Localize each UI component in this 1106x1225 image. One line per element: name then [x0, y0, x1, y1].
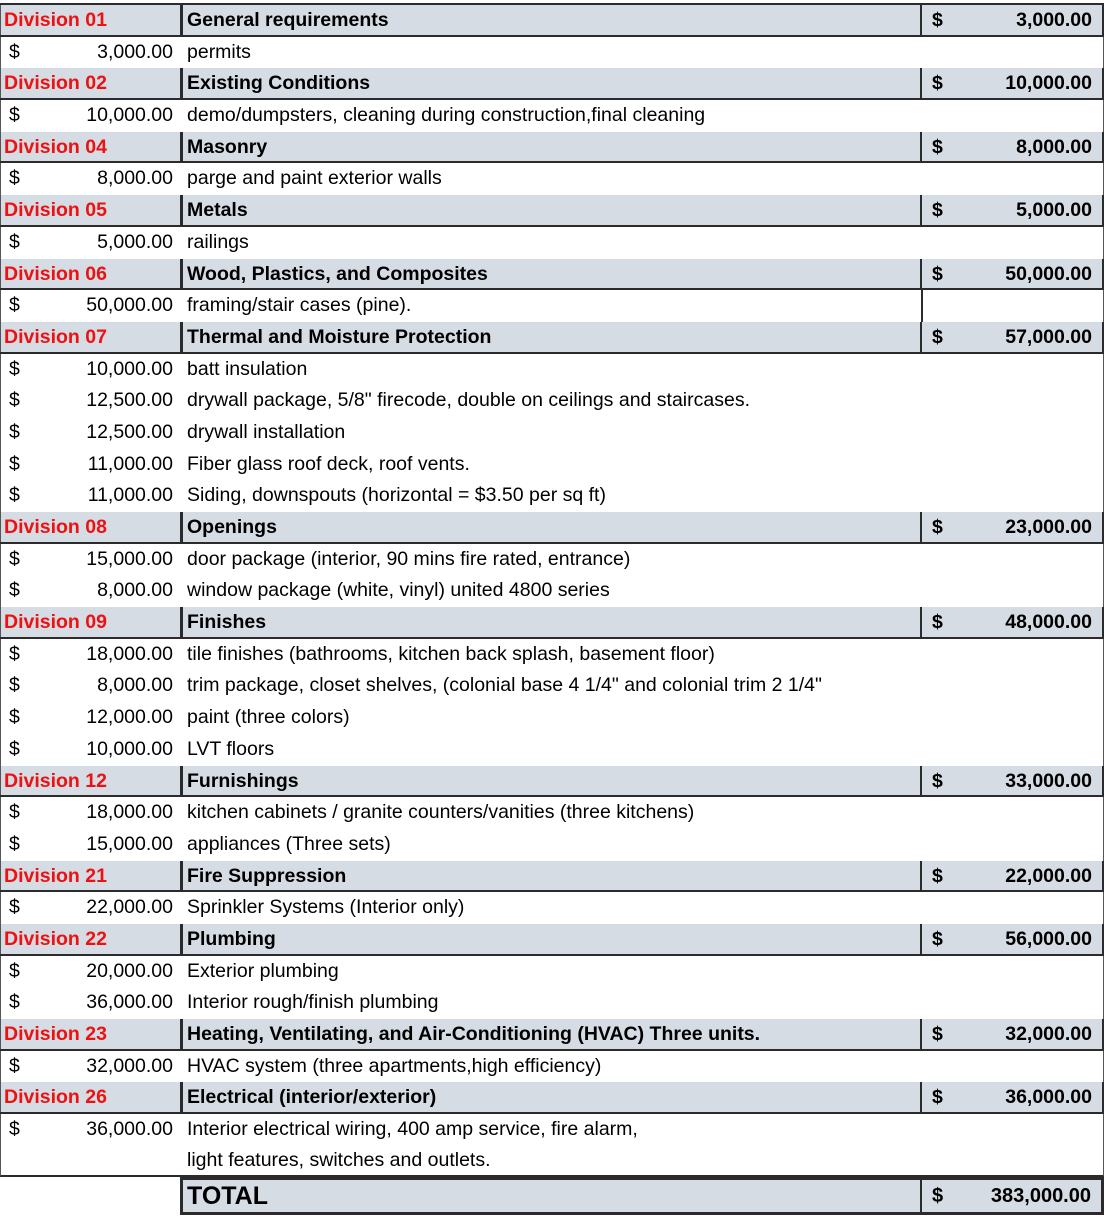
currency-symbol: $: [9, 642, 20, 665]
division-subtotal: 22,000.00: [1005, 864, 1092, 887]
currency-symbol: $: [9, 547, 20, 570]
line-item-description[interactable]: railings: [187, 230, 249, 253]
line-item-amount-cell[interactable]: [1, 290, 181, 322]
division-header-row[interactable]: [0, 1019, 1104, 1051]
division-title[interactable]: Openings: [180, 512, 920, 542]
line-item-amount: 18,000.00: [86, 801, 173, 824]
currency-symbol: $: [932, 199, 943, 222]
line-item-amount: 22,000.00: [86, 896, 173, 919]
division-header-row[interactable]: [0, 1082, 1104, 1114]
currency-symbol: $: [9, 579, 20, 602]
empty-cell[interactable]: [921, 1051, 1105, 1083]
line-item-description[interactable]: LVT floors: [187, 737, 275, 760]
line-item-description[interactable]: kitchen cabinets / granite counters/vanities (three kitchens): [187, 801, 695, 824]
division-code[interactable]: Division 05: [0, 195, 180, 225]
line-item-description[interactable]: framing/stair cases (pine).: [187, 294, 412, 317]
line-item-description[interactable]: demo/dumpsters, cleaning during construction,final cleaning: [187, 104, 706, 127]
line-item-amount: 15,000.00: [86, 832, 173, 855]
division-code[interactable]: Division 04: [0, 132, 180, 162]
division-subtotal: 33,000.00: [1005, 769, 1092, 792]
currency-symbol: $: [9, 991, 20, 1014]
empty-cell[interactable]: [921, 227, 1105, 259]
empty-cell[interactable]: [921, 956, 1105, 988]
line-item-amount-cell[interactable]: [1, 987, 181, 1019]
currency-symbol: $: [9, 832, 20, 855]
line-item-amount-cell[interactable]: [1, 702, 181, 734]
empty-cell[interactable]: [921, 1114, 1105, 1175]
division-subtotal: 8,000.00: [1016, 135, 1092, 158]
currency-symbol: $: [932, 135, 943, 158]
division-code[interactable]: Division 26: [0, 1082, 180, 1112]
line-item-description[interactable]: door package (interior, 90 mins fire rated, entrance): [187, 547, 631, 570]
division-header-row[interactable]: [0, 132, 1104, 164]
line-item-description[interactable]: Interior rough/finish plumbing: [187, 991, 439, 1014]
line-item-description[interactable]: Exterior plumbing: [187, 959, 339, 982]
line-item-amount-cell[interactable]: [1, 37, 181, 69]
line-item-amount: 5,000.00: [97, 230, 173, 253]
currency-symbol: $: [9, 674, 20, 697]
total-label[interactable]: TOTAL: [180, 1177, 920, 1215]
division-subtotal-cell[interactable]: [920, 766, 1104, 796]
empty-cell[interactable]: [921, 670, 1105, 702]
division-title[interactable]: Wood, Plastics, and Composites: [180, 259, 920, 289]
budget-spreadsheet: [0, 3, 1104, 1215]
division-code[interactable]: Division 02: [0, 68, 180, 98]
currency-symbol: $: [932, 9, 943, 31]
division-subtotal: 10,000.00: [1005, 72, 1092, 95]
empty-cell[interactable]: [921, 417, 1105, 449]
line-item-row[interactable]: [0, 480, 1104, 512]
line-item-amount: 8,000.00: [97, 579, 173, 602]
division-header-row[interactable]: [0, 259, 1104, 291]
division-subtotal: 3,000.00: [1016, 9, 1092, 31]
line-item-description[interactable]: window package (white, vinyl) united 4800 series: [187, 579, 610, 602]
division-subtotal-cell[interactable]: [920, 607, 1104, 637]
division-code[interactable]: Division 12: [0, 766, 180, 796]
line-item-row[interactable]: [0, 100, 1104, 132]
empty-cell[interactable]: [921, 385, 1105, 417]
division-subtotal-cell[interactable]: [920, 322, 1104, 352]
line-item-amount: 10,000.00: [86, 737, 173, 760]
line-item-amount: 8,000.00: [97, 674, 173, 697]
currency-symbol: $: [932, 611, 943, 634]
currency-symbol: $: [9, 896, 20, 919]
division-code[interactable]: Division 09: [0, 607, 180, 637]
empty-cell[interactable]: [921, 354, 1105, 386]
division-subtotal: 23,000.00: [1005, 516, 1092, 538]
currency-symbol: $: [932, 1185, 944, 1208]
division-title[interactable]: Heating, Ventilating, and Air-Conditioning (HVAC) Three units.: [180, 1019, 920, 1049]
line-item-row[interactable]: [0, 227, 1104, 259]
currency-symbol: $: [9, 801, 20, 824]
empty-cell[interactable]: [921, 987, 1105, 1019]
total-amount: 383,000.00: [990, 1185, 1091, 1208]
division-header-row[interactable]: [0, 195, 1104, 227]
line-item-amount: 12,500.00: [86, 389, 173, 412]
currency-symbol: $: [9, 1054, 20, 1077]
division-subtotal-cell[interactable]: [920, 259, 1104, 289]
currency-symbol: $: [9, 959, 20, 982]
currency-symbol: $: [9, 104, 20, 127]
line-item-row[interactable]: [0, 290, 1104, 322]
line-item-description-line: Interior electrical wiring, 400 amp service, fire alarm,: [187, 1118, 638, 1141]
line-item-amount-cell[interactable]: [1, 670, 181, 702]
division-title[interactable]: Metals: [180, 195, 920, 225]
line-item-amount: 12,000.00: [86, 706, 173, 729]
currency-symbol: $: [9, 1118, 20, 1141]
line-item-amount-cell[interactable]: [1, 892, 181, 924]
line-item-description-line: light features, switches and outlets.: [187, 1149, 491, 1172]
line-item-amount: 20,000.00: [86, 959, 173, 982]
line-item-description[interactable]: parge and paint exterior walls: [187, 167, 442, 190]
empty-cell[interactable]: [921, 449, 1105, 481]
total-amount-cell[interactable]: [920, 1177, 1104, 1215]
line-item-row[interactable]: [0, 797, 1104, 829]
division-header-row[interactable]: [0, 924, 1104, 956]
line-item-row[interactable]: [0, 354, 1104, 386]
division-title[interactable]: Fire Suppression: [180, 861, 920, 891]
empty-cell[interactable]: [921, 829, 1105, 861]
line-item-description[interactable]: appliances (Three sets): [187, 832, 391, 855]
line-item-amount-cell[interactable]: [1, 163, 181, 195]
empty-cell[interactable]: [921, 702, 1105, 734]
line-item-amount: 36,000.00: [86, 1118, 173, 1141]
currency-symbol: $: [9, 420, 20, 443]
division-code[interactable]: Division 23: [0, 1019, 180, 1049]
line-item-description[interactable]: [181, 1114, 921, 1175]
division-title[interactable]: Thermal and Moisture Protection: [180, 322, 920, 352]
line-item-description[interactable]: Siding, downspouts (horizontal = $3.50 per sq ft): [187, 484, 606, 507]
division-subtotal: 32,000.00: [1005, 1023, 1092, 1045]
division-subtotal: 57,000.00: [1005, 325, 1092, 348]
currency-symbol: $: [9, 737, 20, 760]
line-item-description[interactable]: Fiber glass roof deck, roof vents.: [187, 452, 470, 475]
currency-symbol: $: [9, 452, 20, 475]
line-item-amount: 36,000.00: [86, 991, 173, 1014]
line-item-amount: 3,000.00: [97, 40, 173, 63]
currency-symbol: $: [9, 484, 20, 507]
line-item-amount: 11,000.00: [87, 484, 173, 507]
line-item-amount: 15,000.00: [86, 547, 173, 570]
currency-symbol: $: [9, 706, 20, 729]
line-item-description[interactable]: batt insulation: [187, 357, 308, 380]
line-item-row[interactable]: [0, 575, 1104, 607]
division-header-row[interactable]: [0, 861, 1104, 893]
line-item-description[interactable]: drywall installation: [187, 420, 346, 443]
division-code[interactable]: Division 22: [0, 924, 180, 954]
line-item-description[interactable]: permits: [187, 40, 251, 63]
line-item-description[interactable]: paint (three colors): [187, 706, 350, 729]
line-item-amount: 50,000.00: [86, 294, 173, 317]
line-item-row[interactable]: [0, 670, 1104, 702]
division-header-row[interactable]: [0, 512, 1104, 544]
currency-symbol: $: [932, 516, 943, 538]
division-subtotal: 36,000.00: [1005, 1086, 1092, 1109]
line-item-amount-cell[interactable]: [1, 797, 181, 829]
division-header-row[interactable]: [0, 766, 1104, 798]
division-title[interactable]: Masonry: [180, 132, 920, 162]
currency-symbol: $: [932, 72, 943, 95]
line-item-amount-cell[interactable]: [1, 385, 181, 417]
line-item-amount-cell[interactable]: [1, 227, 181, 259]
line-item-amount-cell[interactable]: [1, 100, 181, 132]
division-header-row[interactable]: [0, 68, 1104, 100]
line-item-row[interactable]: [0, 702, 1104, 734]
division-title[interactable]: Electrical (interior/exterior): [180, 1082, 920, 1112]
division-title[interactable]: Existing Conditions: [180, 68, 920, 98]
line-item-amount-cell[interactable]: [1, 544, 181, 576]
division-subtotal: 50,000.00: [1005, 262, 1092, 285]
line-item-amount: 18,000.00: [86, 642, 173, 665]
line-item-description[interactable]: tile finishes (bathrooms, kitchen back splash, basement floor): [187, 642, 715, 665]
division-title[interactable]: Finishes: [180, 607, 920, 637]
line-item-amount: 32,000.00: [86, 1054, 173, 1077]
line-item-amount: 8,000.00: [97, 167, 173, 190]
line-item-amount-cell[interactable]: [1, 956, 181, 988]
line-item-row[interactable]: [0, 385, 1104, 417]
line-item-amount-cell[interactable]: [1, 417, 181, 449]
division-code[interactable]: Division 21: [0, 861, 180, 891]
currency-symbol: $: [9, 357, 20, 380]
division-subtotal: 5,000.00: [1016, 199, 1092, 222]
line-item-row[interactable]: [0, 639, 1104, 671]
empty-cell[interactable]: [921, 734, 1105, 766]
line-item-row[interactable]: [0, 734, 1104, 766]
line-item-row[interactable]: [0, 829, 1104, 861]
line-item-row[interactable]: [0, 987, 1104, 1019]
empty-cell[interactable]: [921, 290, 1105, 322]
currency-symbol: $: [9, 294, 20, 317]
empty-cell[interactable]: [921, 892, 1105, 924]
division-subtotal-cell[interactable]: [920, 1082, 1104, 1112]
division-header-row[interactable]: [0, 322, 1104, 354]
line-item-amount-cell[interactable]: [1, 829, 181, 861]
currency-symbol: $: [9, 389, 20, 412]
line-item-row[interactable]: [0, 892, 1104, 924]
empty-cell[interactable]: [921, 575, 1105, 607]
line-item-description[interactable]: trim package, closet shelves, (colonial base 4 1/4" and colonial trim 2 1/4": [187, 674, 822, 697]
empty-cell[interactable]: [921, 797, 1105, 829]
empty-cell[interactable]: [921, 639, 1105, 671]
division-header-row[interactable]: [0, 5, 1104, 37]
line-item-row[interactable]: [0, 163, 1104, 195]
currency-symbol: $: [932, 769, 943, 792]
division-subtotal-cell[interactable]: [920, 5, 1104, 35]
line-item-amount-cell[interactable]: [1, 1051, 181, 1083]
line-item-description[interactable]: Sprinkler Systems (Interior only): [187, 896, 465, 919]
currency-symbol: $: [9, 167, 20, 190]
division-subtotal-cell[interactable]: [920, 861, 1104, 891]
total-row[interactable]: [0, 1177, 1104, 1215]
currency-symbol: $: [9, 230, 20, 253]
line-item-amount-cell[interactable]: [1, 1114, 181, 1175]
currency-symbol: $: [932, 1086, 943, 1109]
division-subtotal-cell[interactable]: [920, 195, 1104, 225]
line-item-row[interactable]: [0, 544, 1104, 576]
line-item-amount-cell[interactable]: [1, 575, 181, 607]
line-item-amount-cell[interactable]: [1, 734, 181, 766]
empty-cell[interactable]: [921, 544, 1105, 576]
currency-symbol: $: [932, 864, 943, 887]
line-item-amount: 10,000.00: [86, 357, 173, 380]
division-code[interactable]: Division 06: [0, 259, 180, 289]
currency-symbol: $: [932, 927, 943, 950]
currency-symbol: $: [932, 1023, 943, 1045]
line-item-row[interactable]: [0, 417, 1104, 449]
line-item-description[interactable]: drywall package, 5/8" firecode, double on ceilings and staircases.: [187, 389, 750, 412]
empty-cell[interactable]: [921, 37, 1105, 69]
empty-cell[interactable]: [921, 480, 1105, 512]
currency-symbol: $: [932, 325, 943, 348]
line-item-amount-cell[interactable]: [1, 354, 181, 386]
division-header-row[interactable]: [0, 607, 1104, 639]
line-item-row[interactable]: [0, 1051, 1104, 1083]
line-item-row[interactable]: [0, 449, 1104, 481]
division-title[interactable]: Furnishings: [180, 766, 920, 796]
line-item-amount: 11,000.00: [87, 452, 173, 475]
division-title[interactable]: General requirements: [180, 5, 920, 35]
line-item-row[interactable]: [0, 956, 1104, 988]
division-subtotal: 48,000.00: [1005, 611, 1092, 634]
line-item-amount: 10,000.00: [86, 104, 173, 127]
division-code[interactable]: Division 01: [0, 5, 180, 35]
division-title[interactable]: Plumbing: [180, 924, 920, 954]
division-subtotal-cell[interactable]: [920, 68, 1104, 98]
division-code[interactable]: Division 08: [0, 512, 180, 542]
division-subtotal: 56,000.00: [1005, 927, 1092, 950]
line-item-amount-cell[interactable]: [1, 480, 181, 512]
line-item-amount-cell[interactable]: [1, 639, 181, 671]
line-item-row[interactable]: [0, 37, 1104, 69]
division-subtotal-cell[interactable]: [920, 1019, 1104, 1049]
empty-cell[interactable]: [921, 100, 1105, 132]
division-subtotal-cell[interactable]: [920, 132, 1104, 162]
empty-cell[interactable]: [921, 163, 1105, 195]
empty-cell[interactable]: [0, 1177, 180, 1215]
line-item-row[interactable]: [0, 1114, 1104, 1177]
division-subtotal-cell[interactable]: [920, 924, 1104, 954]
line-item-description[interactable]: HVAC system (three apartments,high efficiency): [187, 1054, 602, 1077]
division-subtotal-cell[interactable]: [920, 512, 1104, 542]
line-item-amount-cell[interactable]: [1, 449, 181, 481]
line-item-amount: 12,500.00: [86, 420, 173, 443]
division-code[interactable]: Division 07: [0, 322, 180, 352]
currency-symbol: $: [932, 262, 943, 285]
currency-symbol: $: [9, 40, 20, 63]
